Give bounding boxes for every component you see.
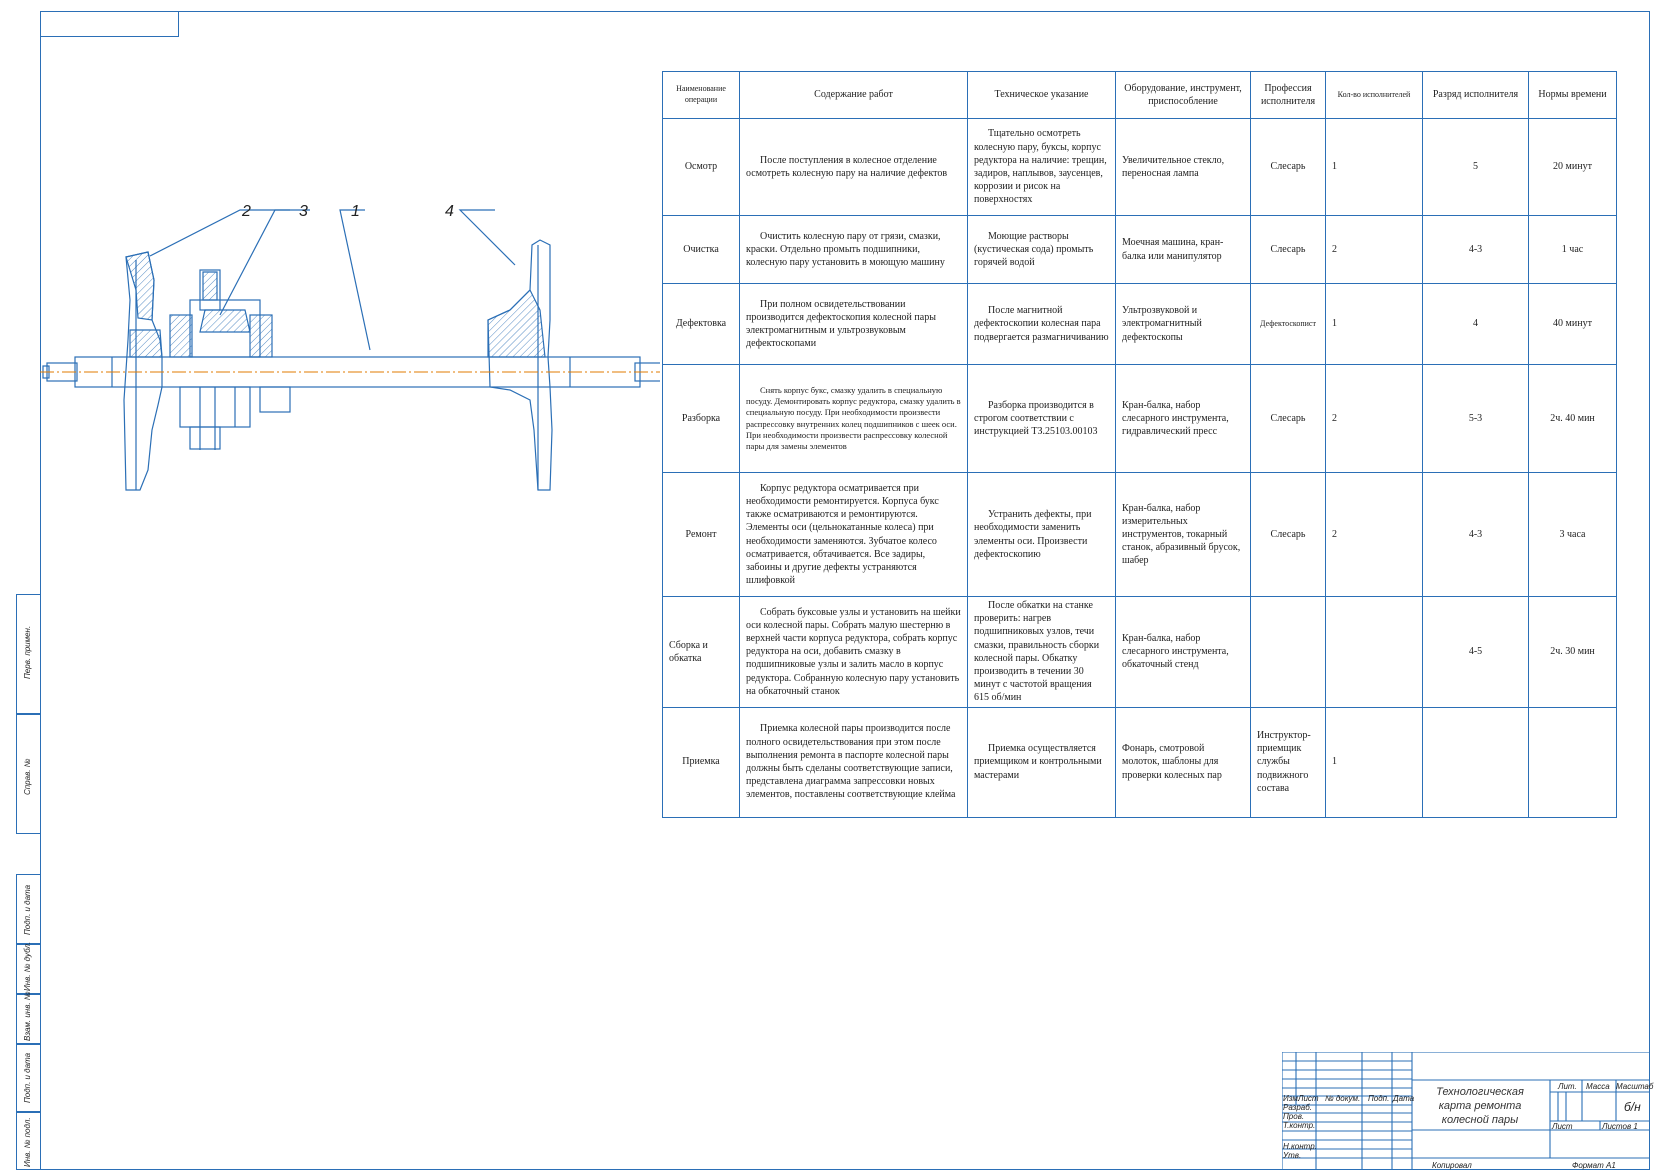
header-count: Кол-во исполнителей xyxy=(1326,72,1423,119)
title-col-header: № докум. xyxy=(1325,1094,1361,1103)
header-profession: Профессия исполнителя xyxy=(1251,72,1326,119)
callout-number: 3 xyxy=(299,203,308,220)
header-tech: Техническое указание xyxy=(968,72,1116,119)
cell-grade: 4 xyxy=(1423,284,1529,365)
mass-label: Масса xyxy=(1586,1082,1610,1091)
format-label: Формат А1 xyxy=(1572,1161,1616,1170)
cell-operation: Сборка и обкатка xyxy=(663,597,740,708)
cell-profession: Слесарь xyxy=(1251,119,1326,216)
cell-equipment: Моечная машина, кран-балка или манипулятор xyxy=(1116,216,1251,284)
cell-profession: Слесарь xyxy=(1251,473,1326,597)
side-stamp-cell xyxy=(16,874,41,944)
scale-label: Масштаб xyxy=(1616,1082,1654,1091)
side-stamp-label: Инв. № дубл. xyxy=(23,941,32,991)
cell-operation: Очистка xyxy=(663,216,740,284)
cell-equipment: Кран-балка, набор измерительных инструментов, токарный станок, абразивный брусок, шабер xyxy=(1116,473,1251,597)
cell-profession: Инструктор-приемщик службы подвижного состава xyxy=(1251,707,1326,817)
cell-time: 2ч. 30 мин xyxy=(1529,597,1617,708)
sheet-label: Лист xyxy=(1552,1122,1573,1131)
cell-grade: 5 xyxy=(1423,119,1529,216)
side-stamp-label: Справ. № xyxy=(23,758,32,795)
table-row xyxy=(663,119,1617,216)
cell-time: 3 часа xyxy=(1529,473,1617,597)
table-header-row xyxy=(663,72,1617,119)
callout-number: 1 xyxy=(351,203,360,220)
cell-content: После поступления в колесное отделение осмотреть колесную пару на наличие дефектов xyxy=(740,119,968,216)
cell-grade: 4-3 xyxy=(1423,473,1529,597)
cell-grade: 4-3 xyxy=(1423,216,1529,284)
title-role: Пров. xyxy=(1283,1112,1305,1121)
side-stamp-label: Взам. инв. № xyxy=(23,991,32,1041)
callout-number: 4 xyxy=(445,203,454,220)
side-stamp-cell xyxy=(16,714,41,834)
table-row xyxy=(663,597,1617,708)
cell-profession: Слесарь xyxy=(1251,216,1326,284)
cell-tech: Моющие растворы (кустическая сода) промыть горячей водой xyxy=(968,216,1116,284)
cell-content: При полном освидетельствовании производится дефектоскопия колесной пары электромагнитным и ультрозвуковым дефектоскопами xyxy=(740,284,968,365)
callout-leader xyxy=(460,210,515,265)
cell-tech: Устранить дефекты, при необходимости заменить элементы оси. Произвести дефектоскопию xyxy=(968,473,1116,597)
cell-time: 2ч. 40 мин xyxy=(1529,365,1617,473)
cell-count: 2 xyxy=(1326,216,1423,284)
callout-leader xyxy=(340,210,370,350)
title-col-header: Подп. xyxy=(1368,1094,1390,1103)
cell-operation: Разборка xyxy=(663,365,740,473)
cell-equipment: Увеличительное стекло, переносная лампа xyxy=(1116,119,1251,216)
callout-number: 2 xyxy=(242,203,251,220)
cell-content: Снять корпус букс, смазку удалить в специальную посуду. Демонтировать корпус редуктора, смазку удалить в специальную посуду. При необходимости произвести распрессовку внутренних колец подшипников с шеек оси. При необходимости произвести распрессовку колесной пары для замены элементов xyxy=(740,365,968,473)
header-time: Нормы времени xyxy=(1529,72,1617,119)
callout-leader xyxy=(150,210,290,256)
cell-count: 2 xyxy=(1326,365,1423,473)
cell-tech: Приемка осуществляется приемщиком и контрольными мастерами xyxy=(968,707,1116,817)
cell-equipment: Кран-балка, набор слесарного инструмента, гидравлический пресс xyxy=(1116,365,1251,473)
side-stamp-cell xyxy=(16,941,41,994)
cell-time: 20 минут xyxy=(1529,119,1617,216)
side-stamp-label: Инв. № подл. xyxy=(23,1117,32,1167)
cell-count xyxy=(1326,597,1423,708)
cell-content: Приемка колесной пары производится после полного освидетельствования при этом после выполнения ремонта в паспорте колесной пары должны быть сделаны соответствующие записи, представлена диаграмма запрессовки новых элементов, поставлены соответствующие клейма xyxy=(740,707,968,817)
callout-leader xyxy=(220,210,310,315)
title-role: Н.контр. xyxy=(1283,1142,1317,1151)
copied-label: Копировал xyxy=(1432,1161,1472,1170)
cell-count: 1 xyxy=(1326,284,1423,365)
cell-profession: Дефектоскопист xyxy=(1251,284,1326,365)
title-col-header: Лист xyxy=(1298,1094,1319,1103)
cell-tech: Разборка производится в строгом соответствии с инструкцией ТЗ.25103.00103 xyxy=(968,365,1116,473)
cell-tech: После магнитной дефектоскопии колесная пара подвергается размагничиванию xyxy=(968,284,1116,365)
cell-equipment: Ультрозвуковой и электромагнитный дефектоскопы xyxy=(1116,284,1251,365)
cell-grade xyxy=(1423,707,1529,817)
table-row xyxy=(663,216,1617,284)
side-stamp-label: Подп. и дата xyxy=(23,884,32,935)
header-grade: Разряд исполнителя xyxy=(1423,72,1529,119)
cell-count: 2 xyxy=(1326,473,1423,597)
cell-grade: 4-5 xyxy=(1423,597,1529,708)
cell-equipment: Кран-балка, набор слесарного инструмента, обкаточный стенд xyxy=(1116,597,1251,708)
header-content: Содержание работ xyxy=(740,72,968,119)
cell-profession xyxy=(1251,597,1326,708)
top-left-stamp-box xyxy=(40,11,179,37)
operations-table xyxy=(662,71,1617,818)
cell-tech: Тщательно осмотреть колесную пару, буксы, корпус редуктора на наличие: трещин, задиров, наплывов, заусенцев, коррозии и рисок на поверхностях xyxy=(968,119,1116,216)
side-stamp-cell xyxy=(16,1044,41,1112)
lit-label: Лит. xyxy=(1558,1082,1577,1091)
scale-value: б/н xyxy=(1624,1100,1641,1114)
cell-operation: Ремонт xyxy=(663,473,740,597)
drawing-title: Технологическая карта ремонта колесной пары xyxy=(1436,1086,1524,1126)
header-operation: Наименование операции xyxy=(663,72,740,119)
cell-time: 1 час xyxy=(1529,216,1617,284)
cell-operation: Приемка xyxy=(663,707,740,817)
side-stamp-cell xyxy=(16,991,41,1044)
sheets-label: Листов 1 xyxy=(1602,1122,1638,1131)
header-equipment: Оборудование, инструмент, приспособление xyxy=(1116,72,1251,119)
side-stamp-label: Подп. и дата xyxy=(23,1052,32,1103)
cell-time: 40 минут xyxy=(1529,284,1617,365)
cell-profession: Слесарь xyxy=(1251,365,1326,473)
cell-content: Очистить колесную пару от грязи, смазки, краски. Отдельно промыть подшипники, колесную пару установить в моющую машину xyxy=(740,216,968,284)
wheelset-drawing xyxy=(40,200,660,530)
wheel-right xyxy=(488,240,552,490)
table-row xyxy=(663,365,1617,473)
table-row xyxy=(663,284,1617,365)
cell-count: 1 xyxy=(1326,119,1423,216)
side-stamp-cell xyxy=(16,1112,41,1170)
title-col-header: Дата xyxy=(1393,1094,1415,1103)
side-stamp-label: Перв. примен. xyxy=(23,625,32,679)
cell-count: 1 xyxy=(1326,707,1423,817)
cell-operation: Осмотр xyxy=(663,119,740,216)
title-role: Разраб. xyxy=(1283,1103,1312,1112)
cell-operation: Дефектовка xyxy=(663,284,740,365)
title-role: Утв. xyxy=(1283,1151,1302,1160)
cell-equipment: Фонарь, смотровой молоток, шаблоны для проверки колесных пар xyxy=(1116,707,1251,817)
title-col-header: Изм. xyxy=(1283,1094,1301,1103)
cell-content: Корпус редуктора осматривается при необходимости ремонтируется. Корпуса букс также осматриваются и ремонтируются. Элементы оси (цельнокатанные колеса) при необходимости заменяются. Зубчатое колесо осматривается, обтачивается. Все задиры, забоины и другие дефекты устраняются шлифовкой xyxy=(740,473,968,597)
title-role: Т.контр. xyxy=(1283,1121,1316,1130)
table-row xyxy=(663,707,1617,817)
cell-content: Собрать буксовые узлы и установить на шейки оси колесной пары. Собрать малую шестерню в верхней части корпуса редуктора, собрать корпус редуктора на оси, добавить смазку в подшипниковые узлы и залить масло в корпус редуктора. Собранную колесную пару установить на обкаточный станок xyxy=(740,597,968,708)
side-stamp-cell xyxy=(16,594,41,714)
cell-tech: После обкатки на станке проверить: нагрев подшипниковых узлов, течи смазки, правильность сборки колесной пары. Обкатку производить в течении 30 минут с частотой вращения 615 об/мин xyxy=(968,597,1116,708)
cell-grade: 5-3 xyxy=(1423,365,1529,473)
cell-time xyxy=(1529,707,1617,817)
table-row xyxy=(663,473,1617,597)
